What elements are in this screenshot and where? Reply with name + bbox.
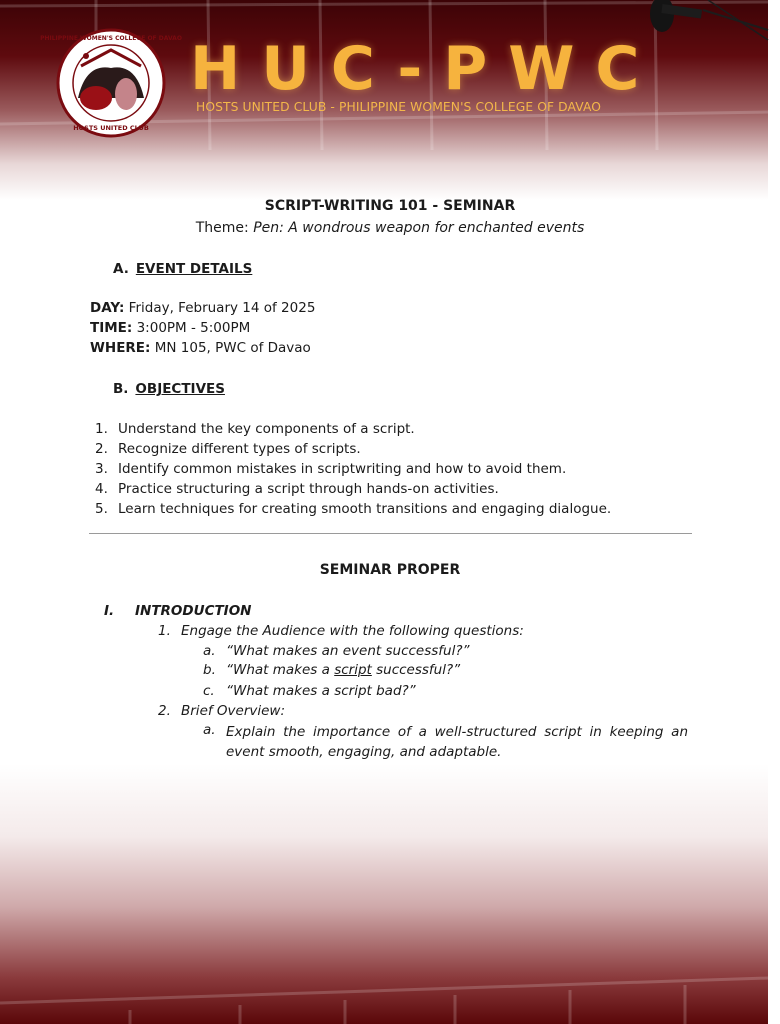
- section-label: EVENT DETAILS: [135, 261, 253, 277]
- objective-text: Recognize different types of scripts.: [118, 441, 361, 457]
- detail-label: WHERE:: [90, 340, 151, 356]
- detail-value: Friday, February 14 of 2025: [124, 300, 316, 316]
- question-letter: c.: [203, 683, 215, 699]
- roman-numeral: I.: [104, 603, 115, 619]
- objective-text: Understand the key components of a script.: [118, 421, 415, 437]
- question-letter: b.: [203, 662, 216, 678]
- brand-title: HUC-PWC: [190, 34, 661, 104]
- section-divider: [89, 533, 692, 534]
- svg-text:HOSTS UNITED CLUB: HOSTS UNITED CLUB: [73, 124, 149, 132]
- question-text: “What makes an event successful?”: [226, 643, 470, 659]
- theme-value: Pen: A wondrous weapon for enchanted events: [253, 220, 585, 236]
- detail-label: DAY:: [90, 300, 125, 316]
- introduction-heading: [104, 603, 251, 619]
- objective-number: 1.: [95, 421, 108, 437]
- detail-value: MN 105, PWC of Davao: [150, 340, 311, 356]
- overview-text: Explain the importance of a well-structured script in keeping an event smooth, engaging, and adaptable.: [226, 724, 688, 760]
- question-letter: a.: [203, 643, 216, 659]
- objective-item: [95, 441, 361, 457]
- item-text: Brief Overview:: [181, 703, 286, 719]
- objective-item: [95, 501, 611, 517]
- detail-where: [90, 340, 311, 356]
- introduction-label: INTRODUCTION: [135, 603, 252, 619]
- detail-value: 3:00PM - 5:00PM: [132, 320, 251, 336]
- theme-label: Theme:: [195, 220, 254, 236]
- question-text: “What makes a script bad?”: [226, 683, 416, 699]
- objective-text: Identify common mistakes in scriptwriting and how to avoid them.: [118, 461, 567, 477]
- brand-subtitle: HOSTS UNITED CLUB - PHILIPPINE WOMEN'S COLLEGE OF DAVAO: [196, 100, 602, 114]
- detail-day: [90, 300, 315, 316]
- question-underlined-word: script: [334, 662, 372, 678]
- question-item: [203, 683, 416, 699]
- seminar-theme: [0, 220, 780, 236]
- section-label: OBJECTIVES: [135, 381, 225, 397]
- question-text: “What makes a: [226, 662, 335, 678]
- question-text-end: successful?”: [371, 662, 461, 678]
- objective-item: [95, 481, 499, 497]
- section-event-details-heading: [113, 261, 252, 277]
- intro-item-engage: [158, 623, 524, 639]
- svg-text:PHILIPPINE WOMEN'S COLLEGE OF: PHILIPPINE WOMEN'S COLLEGE OF DAVAO: [40, 35, 182, 42]
- objective-number: 5.: [95, 501, 108, 517]
- objective-text: Practice structuring a script through hands-on activities.: [118, 481, 499, 497]
- objective-item: [95, 421, 415, 437]
- item-number: 2.: [158, 703, 171, 719]
- intro-item-overview: [158, 703, 285, 719]
- detail-time: [90, 320, 250, 336]
- overview-letter: a.: [203, 722, 216, 738]
- objective-number: 3.: [95, 461, 108, 477]
- question-item: [203, 643, 470, 659]
- item-number: 1.: [158, 623, 171, 639]
- objective-item: [95, 461, 566, 477]
- objective-number: 4.: [95, 481, 108, 497]
- item-text: Engage the Audience with the following questions:: [181, 623, 524, 639]
- seminar-title: SCRIPT-WRITING 101 - SEMINAR: [264, 198, 516, 214]
- detail-label: TIME:: [90, 320, 133, 336]
- seminar-proper-title: SEMINAR PROPER: [319, 562, 461, 578]
- objective-text: Learn techniques for creating smooth transitions and engaging dialogue.: [118, 501, 612, 517]
- section-letter: B.: [113, 381, 129, 397]
- objective-number: 2.: [95, 441, 108, 457]
- question-item: [203, 662, 460, 678]
- section-objectives-heading: [113, 381, 225, 397]
- club-logo: [40, 28, 182, 138]
- section-letter: A.: [113, 261, 129, 277]
